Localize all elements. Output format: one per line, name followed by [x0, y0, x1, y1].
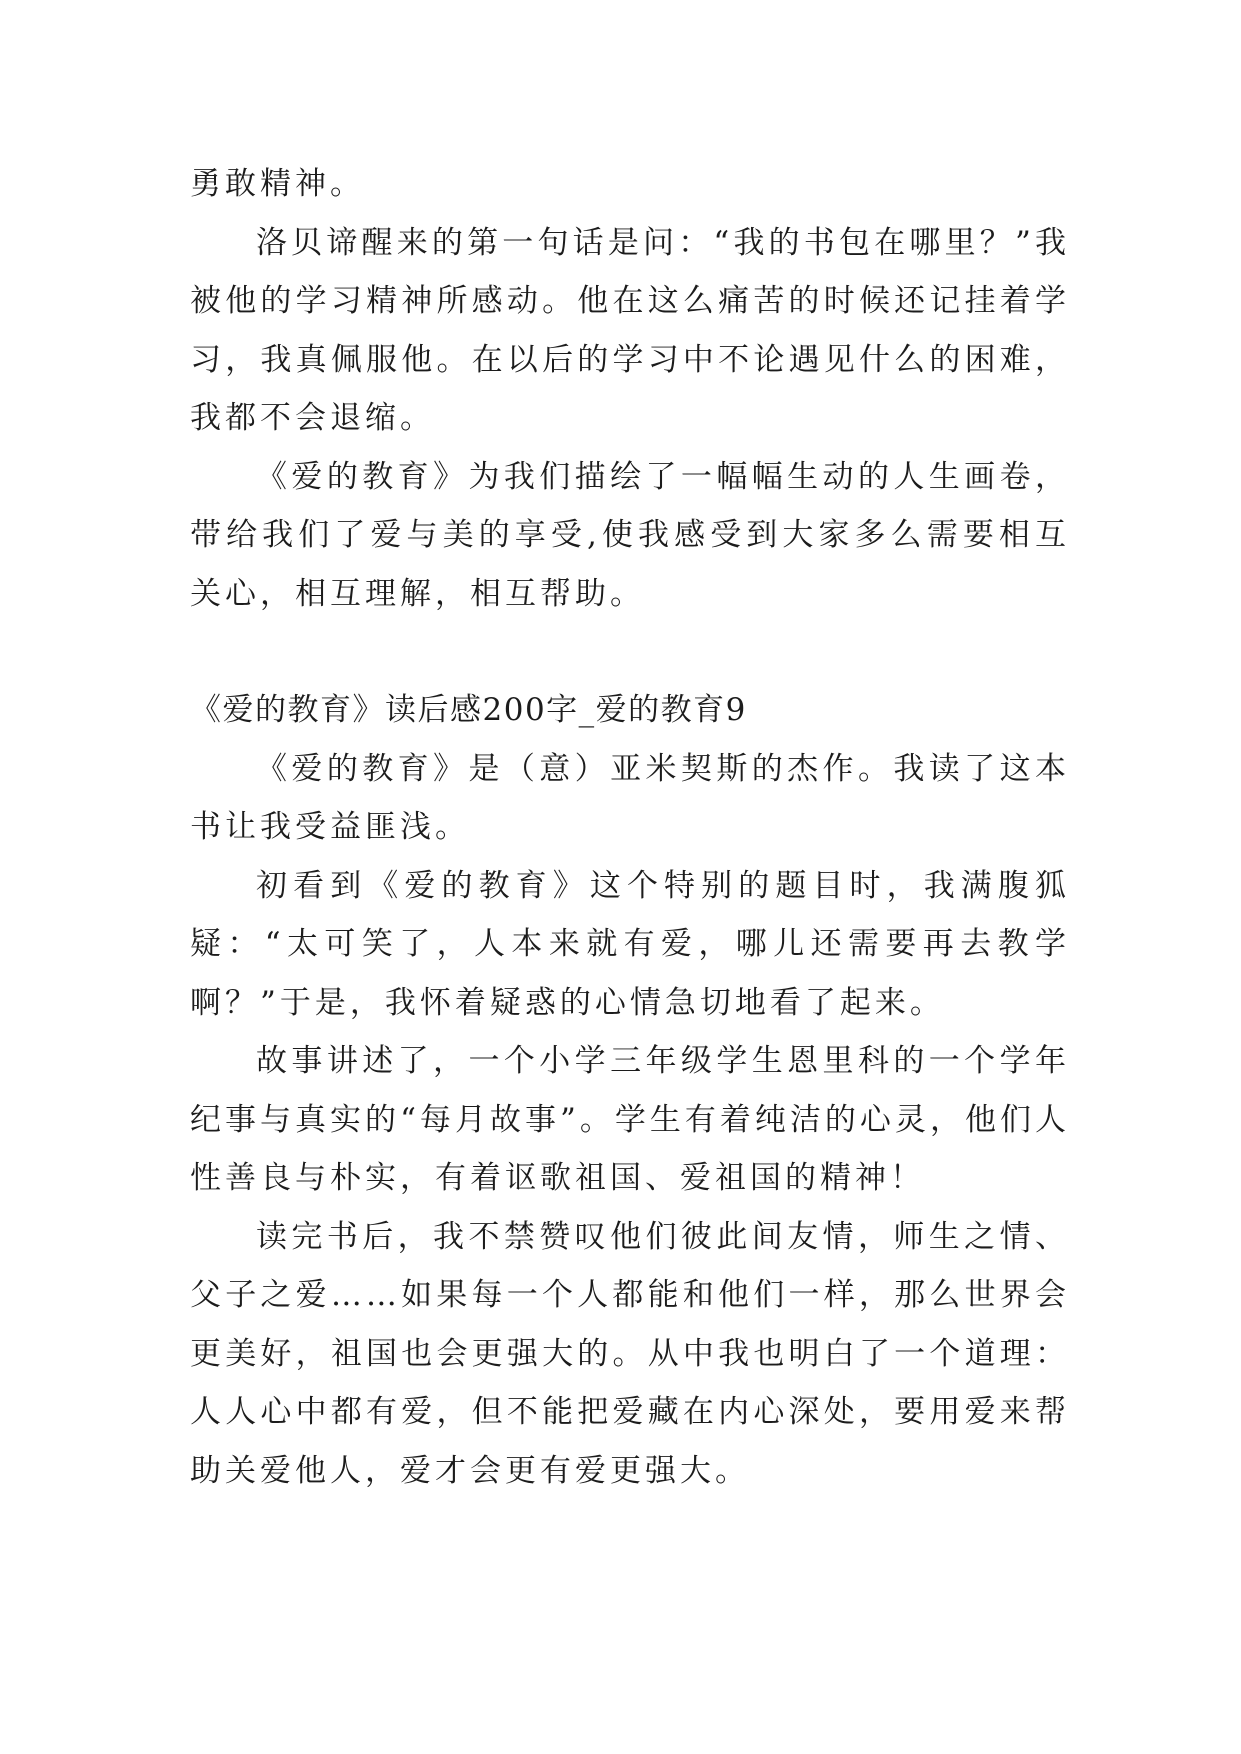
paragraph-summary: 《爱的教育》为我们描绘了一幅幅生动的人生画卷，带给我们了爱与美的享受,使我感受到大家多么需要相互关心，相互理解，相互帮助。 — [190, 458, 1070, 612]
paragraph-reflection: 读完书后，我不禁赞叹他们彼此间友情，师生之情、父子之爱……如果每一个人都能和他们一样，那么世界会更美好，祖国也会更强大的。从中我也明白了一个道理：人人心中都有爱，但不能把爱藏在内心深处，要用爱来帮助关爱他人，爱才会更有爱更强大。 — [190, 1218, 1070, 1489]
paragraph-lobetti: 洛贝谛醒来的第一句话是问：“我的书包在哪里？”我被他的学习精神所感动。他在这么痛苦的时候还记挂着学习，我真佩服他。在以后的学习中不论遇见什么的困难，我都不会退缩。 — [190, 224, 1070, 436]
section-heading: 《爱的教育》读后感200字_爱的教育9 — [190, 692, 747, 728]
paragraph-story: 故事讲述了，一个小学三年级学生恩里科的一个学年纪事与真实的“每月故事”。学生有着纯洁的心灵，他们人性善良与朴实，有着讴歌祖国、爱祖国的精神！ — [190, 1043, 1070, 1196]
paragraph-first-impression: 初看到《爱的教育》这个特别的题目时，我满腹狐疑：“太可笑了，人本来就有爱，哪儿还需要再去教学啊？”于是，我怀着疑惑的心情急切地看了起来。 — [190, 867, 1070, 1021]
document-body — [190, 155, 1070, 1500]
paragraph-intro: 《爱的教育》是（意）亚米契斯的杰作。我读了这本书让我受益匪浅。 — [190, 750, 1070, 845]
paragraph-continuation: 勇敢精神。 — [190, 166, 365, 202]
